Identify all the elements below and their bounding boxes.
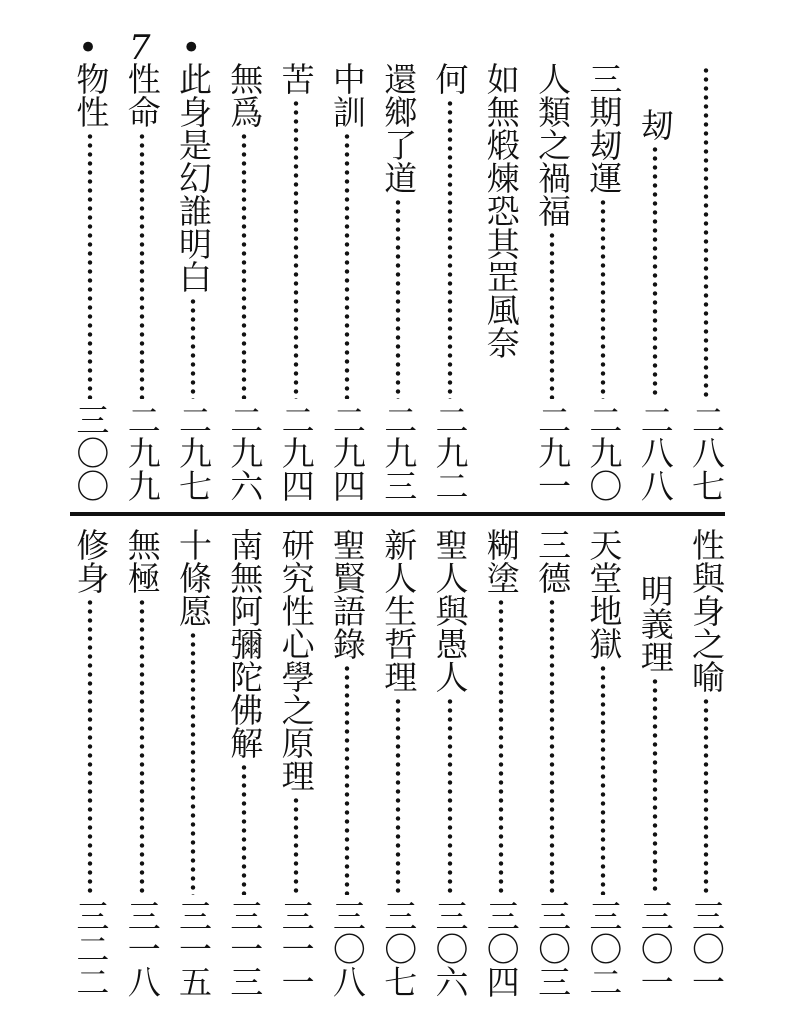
dot-leader	[703, 697, 709, 895]
toc-entry	[274, 62, 318, 502]
toc-entry-page: 二九〇	[584, 403, 624, 502]
toc-entry	[581, 528, 625, 998]
toc-entry	[479, 62, 523, 502]
toc-entry-page: 三〇七	[379, 899, 419, 998]
toc-entry-page: 二八八	[635, 403, 675, 502]
toc-entry	[376, 62, 420, 502]
toc-entry	[633, 62, 677, 502]
toc-entry	[120, 528, 164, 998]
toc-entry-title: 聖賢語錄	[327, 528, 367, 660]
toc-top-section	[0, 62, 800, 502]
toc-entry-title: 無極	[122, 528, 162, 594]
dot-leader	[241, 763, 247, 895]
toc-entry	[171, 528, 215, 998]
toc-entry-title: 南無阿彌陀佛解	[225, 528, 265, 759]
page-number: • 7 •	[78, 28, 212, 68]
dot-leader	[652, 677, 658, 895]
dot-leader	[241, 132, 247, 399]
toc-entry-page: 二九六	[225, 403, 265, 502]
toc-entry-page: 二九七	[174, 403, 213, 502]
toc-entry	[376, 528, 420, 998]
dot-leader	[293, 99, 299, 399]
toc-entry-page: 二八七	[687, 403, 726, 502]
dot-leader	[498, 598, 504, 895]
dot-leader	[190, 297, 196, 399]
dot-leader	[344, 664, 350, 895]
toc-entry-title: 新人生哲理	[379, 528, 419, 693]
toc-entry-title: 苦	[276, 62, 316, 95]
toc-entry-title: 明義理	[635, 574, 675, 673]
toc-entry-page: 三一五	[174, 899, 213, 998]
toc-entry	[530, 62, 574, 502]
toc-entry-page: 三一三	[225, 899, 265, 998]
toc-entry	[325, 62, 369, 502]
section-divider	[70, 512, 725, 516]
toc-entry-title: 何	[430, 62, 470, 95]
toc-entry	[222, 62, 266, 502]
toc-entry-title: 天堂地獄	[584, 528, 624, 660]
toc-entry-title: 物性	[71, 62, 111, 128]
dot-leader	[87, 598, 93, 895]
toc-entry	[171, 62, 215, 502]
toc-entry-title: 人類之禍福	[533, 62, 573, 227]
toc-entry-page: 三〇一	[635, 899, 675, 998]
toc-entry-page: 二九四	[276, 403, 316, 502]
toc-entry	[428, 62, 472, 502]
toc-entry	[222, 528, 266, 998]
toc-entry-title: 三期刼運	[584, 62, 624, 194]
toc-entry	[530, 528, 574, 998]
toc-entry-page: 三〇一	[687, 899, 726, 998]
toc-entry	[325, 528, 369, 998]
toc-entry-page: 三〇〇	[71, 403, 111, 502]
toc-entry-page: 三〇二	[584, 899, 624, 998]
toc-entry-page: 二九四	[327, 403, 367, 502]
dot-leader	[395, 697, 401, 895]
dot-leader	[447, 99, 453, 399]
toc-entry	[120, 62, 164, 502]
toc-entry-page: 二九三	[379, 403, 419, 502]
toc-entry-page: 三〇四	[481, 899, 521, 998]
dot-leader	[344, 132, 350, 399]
dot-leader	[190, 631, 196, 895]
dot-leader	[395, 198, 401, 399]
toc-entry	[581, 62, 625, 502]
dot-leader	[600, 198, 606, 399]
toc-entry-title: 無爲	[225, 62, 265, 128]
toc-entry	[428, 528, 472, 998]
dot-leader	[549, 231, 555, 399]
toc-entry-title: 性命	[122, 62, 162, 128]
dot-leader	[652, 145, 658, 399]
dot-leader	[139, 598, 145, 895]
toc-entry-title: 中訓	[327, 62, 367, 128]
toc-entry-title: 刼	[635, 108, 675, 141]
dot-leader	[447, 697, 453, 895]
toc-entry	[274, 528, 318, 998]
toc-entry-page: 三〇三	[533, 899, 573, 998]
toc-entry-page: 三〇八	[327, 899, 367, 998]
dot-leader	[139, 132, 145, 399]
toc-entry	[479, 528, 523, 998]
toc-entry-title: 十條愿	[174, 528, 213, 627]
toc-entry-title: 如無煅煉恐其罡風奈	[481, 62, 521, 359]
toc-entry-page: 二九二	[430, 403, 470, 502]
toc-entry-page: 三二二	[71, 899, 111, 998]
toc-entry	[68, 62, 112, 502]
toc-entry-page: 二九九	[122, 403, 162, 502]
toc-entry-title: 糊塗	[481, 528, 521, 594]
toc-bottom-section	[0, 528, 800, 998]
toc-entry	[633, 528, 677, 998]
toc-entry	[684, 528, 728, 998]
dot-leader	[293, 796, 299, 895]
toc-entry-title: 性與身之喻	[687, 528, 726, 693]
toc-entry-title: 還鄉了道	[379, 62, 419, 194]
toc-entry-title: 研究性心學之原理	[276, 528, 316, 792]
dot-leader	[549, 598, 555, 895]
dot-leader	[600, 664, 606, 895]
toc-entry-title: 修身	[71, 528, 111, 594]
toc-entry	[68, 528, 112, 998]
dot-leader	[703, 66, 709, 399]
dot-leader	[87, 132, 93, 399]
toc-entry-title: 此身是幻誰明白	[174, 62, 213, 293]
toc-entry-page: 二九一	[533, 403, 573, 502]
toc-entry-title: 聖人與愚人	[430, 528, 470, 693]
toc-entry-page: 三一八	[122, 899, 162, 998]
toc-entry-title: 三德	[533, 528, 573, 594]
toc-entry-page: 三〇六	[430, 899, 470, 998]
toc-entry-page: 三一一	[276, 899, 316, 998]
toc-entry	[684, 62, 728, 502]
